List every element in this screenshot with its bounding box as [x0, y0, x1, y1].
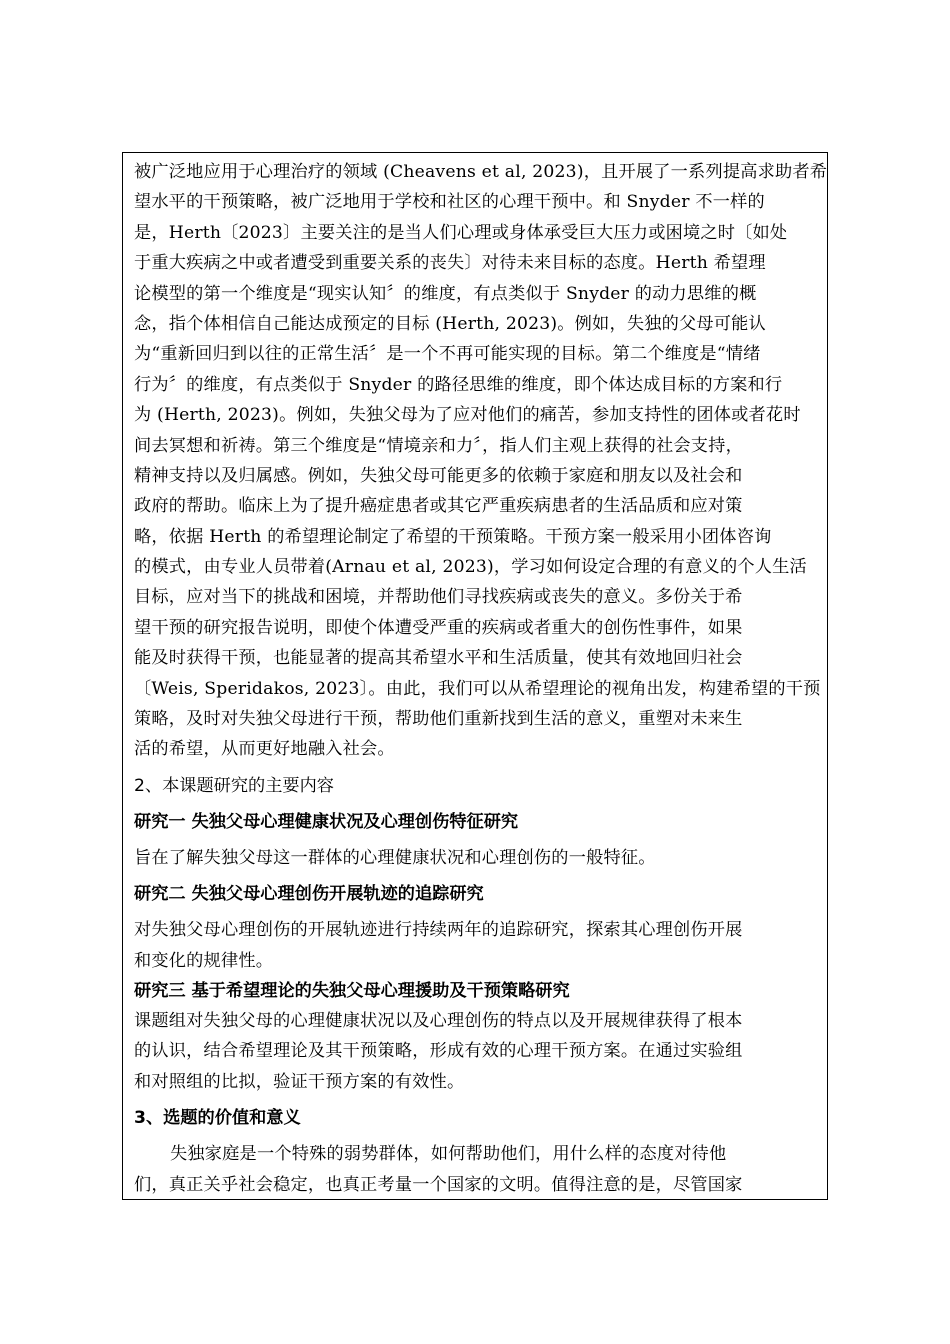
text-line: 论模型的第一个维度是“现实认知〞的维度，有点类似于 Snyder 的动力思维的概 — [134, 283, 757, 304]
study-3-text: 课题组对失独父母的心理健康状况以及心理创伤的特点以及开展规律获得了根本 — [134, 1010, 743, 1031]
study-3-heading: 研究三 基于希望理论的失独父母心理援助及干预策略研究 — [134, 980, 570, 1001]
text-line: 目标，应对当下的挑战和困境，并帮助他们寻找疾病或丧失的意义。多份关于希 — [134, 587, 743, 608]
section-3-text: 失独家庭是一个特殊的弱势群体，如何帮助他们，用什么样的态度对待他 — [170, 1144, 727, 1165]
text-line: 念，指个体相信自己能达成预定的目标 (Herth, 2023)。例如，失独的父母可能认 — [134, 313, 766, 334]
section-3-text: 们，真正关乎社会稳定，也真正考量一个国家的文明。值得注意的是，尽管国家 — [134, 1174, 743, 1195]
section-3-heading: 3、选题的价值和意义 — [134, 1108, 301, 1129]
hope-theory-paragraph — [134, 157, 828, 765]
text-line: 〔Weis, Speridakos, 2023〕。由此，我们可以从希望理论的视角出发，构建希望的干预 — [134, 678, 821, 699]
study-3-text: 和对照组的比拟，验证干预方案的有效性。 — [134, 1071, 465, 1092]
text-line: 策略，及时对失独父母进行干预，帮助他们重新找到生活的意义，重塑对未来生 — [134, 709, 743, 730]
text-line: 为“重新回归到以往的正常生活〞是一个不再可能实现的目标。第二个维度是“情绪 — [134, 344, 761, 365]
study-1-heading: 研究一 失独父母心理健康状况及心理创伤特征研究 — [134, 811, 519, 832]
content-table-cell — [122, 152, 828, 1200]
text-line: 活的希望，从而更好地融入社会。 — [134, 739, 395, 760]
section-2-heading: 2、本课题研究的主要内容 — [134, 775, 334, 796]
study-2-text: 对失独父母心理创伤的开展轨迹进行持续两年的追踪研究，探索其心理创伤开展 — [134, 920, 743, 941]
study-1-text: 旨在了解失独父母这一群体的心理健康状况和心理创伤的一般特征。 — [134, 847, 656, 868]
text-line: 是，Herth〔2023〕主要关注的是当人们心理或身体承受巨大压力或困境之时〔如处 — [134, 222, 788, 243]
study-3-text: 的认识，结合希望理论及其干预策略，形成有效的心理干预方案。在通过实验组 — [134, 1041, 743, 1062]
study-2-text: 和变化的规律性。 — [134, 950, 274, 971]
document-body — [134, 157, 828, 1200]
text-line: 精神支持以及归属感。例如，失独父母可能更多的依赖于家庭和朋友以及社会和 — [134, 465, 743, 486]
text-line: 间去冥想和祈祷。第三个维度是“情境亲和力〞，指人们主观上获得的社会支持， — [134, 435, 743, 456]
text-line: 被广泛地应用于心理治疗的领域 (Cheavens et al, 2023)，且开展了一系列提高求助者希 — [134, 162, 828, 182]
text-line: 为 (Herth, 2023)。例如，失独父母为了应对他们的痛苦，参加支持性的团体或者花时 — [134, 405, 801, 426]
text-line: 望干预的研究报告说明，即使个体遭受严重的疾病或者重大的创伤性事件，如果 — [134, 617, 743, 638]
text-line: 望水平的干预策略，被广泛地用于学校和社区的心理干预中。和 Snyder 不一样的 — [134, 192, 765, 213]
text-line: 行为〞的维度，有点类似于 Snyder 的路径思维的维度，即个体达成目标的方案和行 — [134, 374, 783, 395]
text-line: 能及时获得干预，也能显著的提高其希望水平和生活质量，使其有效地回归社会 — [134, 648, 743, 669]
study-2-heading: 研究二 失独父母心理创伤开展轨迹的追踪研究 — [134, 884, 484, 905]
text-line: 略，依据 Herth 的希望理论制定了希望的干预策略。干预方案一般采用小团体咨询 — [134, 526, 772, 547]
text-line: 政府的帮助。临床上为了提升癌症患者或其它严重疾病患者的生活品质和应对策 — [134, 496, 743, 517]
text-line: 于重大疾病之中或者遭受到重要关系的丧失〕对待未来目标的态度。Herth 希望理 — [134, 253, 766, 274]
text-line: 的模式，由专业人员带着(Arnau et al, 2023)，学习如何设定合理的有意义的个人生活 — [134, 557, 807, 578]
